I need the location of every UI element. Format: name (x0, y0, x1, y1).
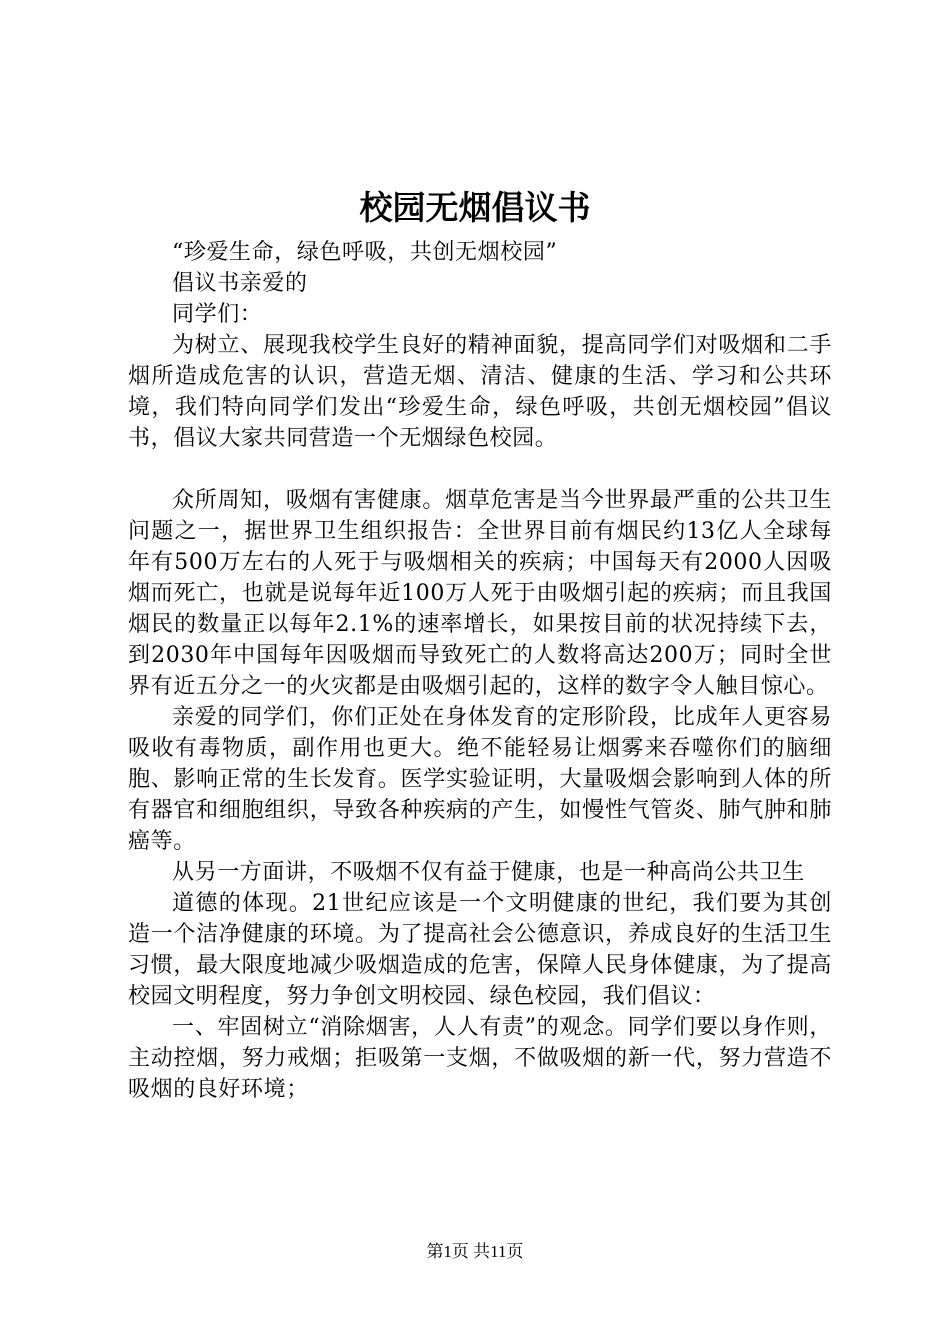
page-footer: 第1页 共11页 (426, 1242, 524, 1261)
document-body (128, 237, 832, 1105)
paragraph-morality: 道德的体现。21世纪应该是一个文明健康的世纪，我们要为其创造一个洁净健康的环境。为了提高社会公德意识，养成良好的生活卫生习惯，最大限度地减少吸烟造成的危害，保障人民身体健康，为了提高校园文明程度，努力争创文明校园、绿色校园，我们倡议： (128, 891, 832, 1009)
greeting-line-1: 倡议书亲爱的 (172, 271, 308, 296)
paragraph-other-side: 从另一方面讲，不吸烟不仅有益于健康，也是一种高尚公共卫生 (172, 860, 805, 885)
greeting-line-2: 同学们： (172, 302, 263, 327)
paragraph-gap (128, 454, 832, 485)
paragraph-proposal-1: 一、牢固树立“消除烟害，人人有责”的观念。同学们要以身作则，主动控烟，努力戒烟；拒吸第一支烟，不做吸烟的新一代，努力营造不吸烟的良好环境； (128, 1015, 832, 1102)
slogan-line: “珍爱生命，绿色呼吸，共创无烟校园” (172, 240, 558, 265)
paragraph-facts: 众所周知，吸烟有害健康。烟草危害是当今世界最严重的公共卫生问题之一，据世界卫生组织报告：全世界目前有烟民约13亿人全球每年有500万左右的人死于与吸烟相关的疾病；中国每天有2000人因吸烟而死亡，也就是说每年近100万人死于由吸烟引起的疾病；而且我国烟民的数量正以每年2.1%的速率增长，如果按目前的状况持续下去，到2030年中国每年因吸烟而导致死亡的人数将高达200万；同时全世界有近五分之一的火灾都是由吸烟引起的，这样的数字令人触目惊心。 (128, 488, 832, 699)
paragraph-intro: 为树立、展现我校学生良好的精神面貌，提高同学们对吸烟和二手烟所造成危害的认识，营造无烟、清洁、健康的生活、学习和公共环境，我们特向同学们发出“珍爱生命，绿色呼吸，共创无烟校园”倡议书，倡议大家共同营造一个无烟绿色校园。 (128, 333, 832, 451)
document-title: 校园无烟倡议书 (359, 188, 591, 227)
paragraph-students: 亲爱的同学们，你们正处在身体发育的定形阶段，比成年人更容易吸收有毒物质，副作用也更大。绝不能轻易让烟雾来吞噬你们的脑细胞、影响正常的生长发育。医学实验证明，大量吸烟会影响到人体的所有器官和细胞组织，导致各种疾病的产生，如慢性气管炎、肺气肿和肺癌等。 (128, 705, 832, 854)
